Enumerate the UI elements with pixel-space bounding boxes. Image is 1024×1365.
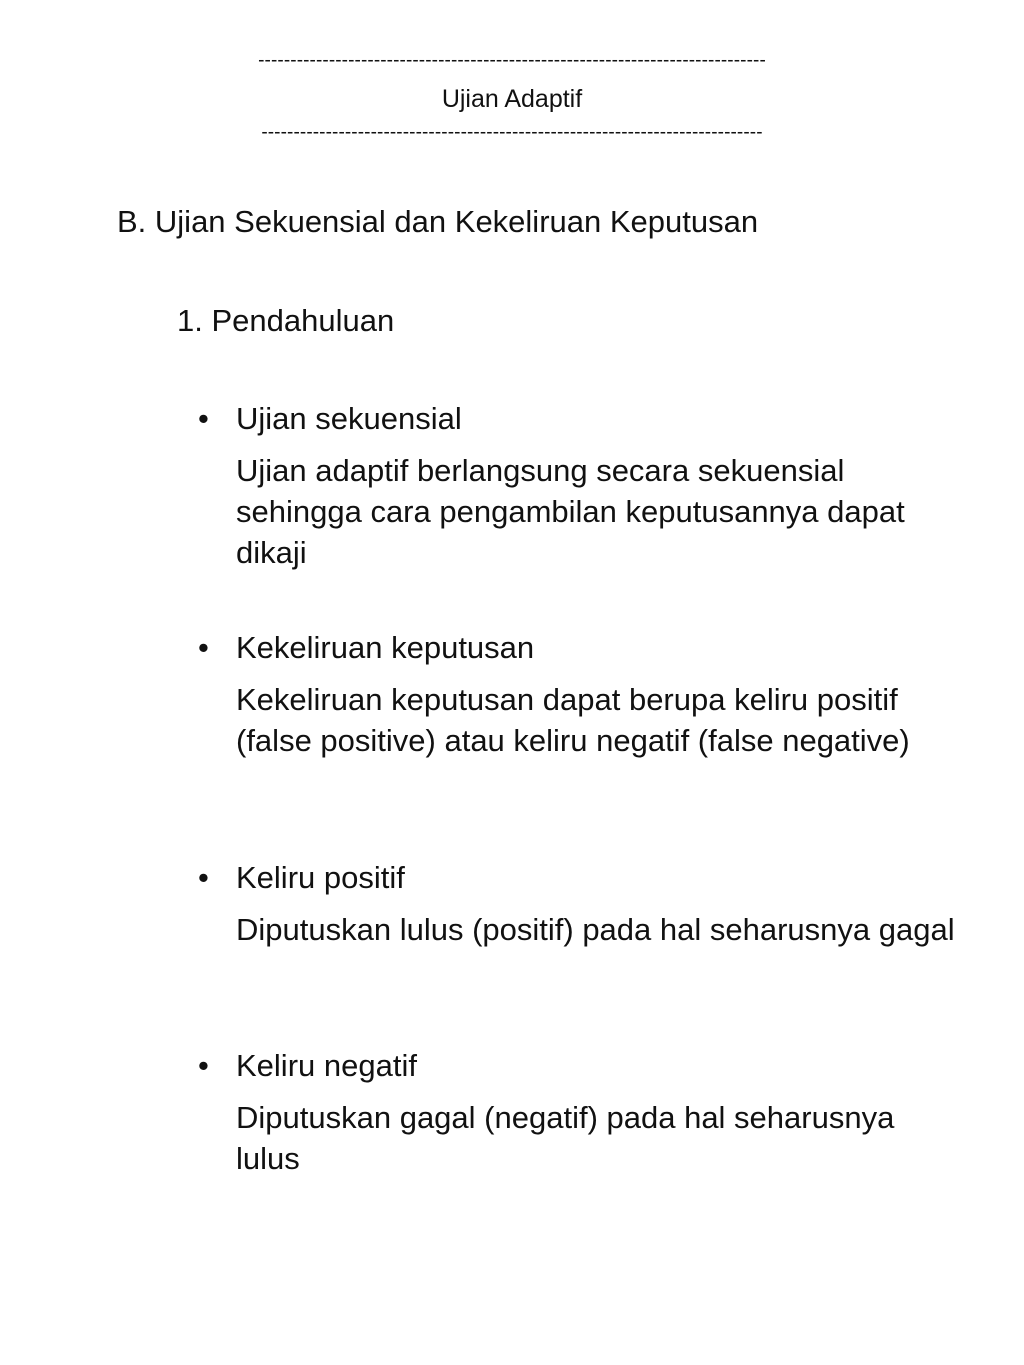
bullet-marker: • <box>198 630 209 665</box>
bullet-marker: • <box>198 1048 209 1083</box>
bullet-heading-text: Keliru negatif <box>236 1048 417 1083</box>
header-dash-line-top: ------------------------------------------------------------------------------- <box>258 50 766 71</box>
subsection-title: 1. Pendahuluan <box>177 303 395 338</box>
bullet-heading-text: Keliru positif <box>236 860 405 895</box>
bullet-heading <box>198 1047 958 1085</box>
bullet-marker: • <box>198 860 209 895</box>
bullet-marker: • <box>198 401 209 436</box>
header-title: Ujian Adaptif <box>441 85 583 113</box>
bullet-description: Diputuskan lulus (positif) pada hal seharusnya gagal <box>236 912 955 947</box>
bullet-item-ujian-sekuensial <box>198 400 958 573</box>
bullet-item-kekeliruan-keputusan <box>198 629 958 761</box>
bullet-description: Ujian adaptif berlangsung secara sekuensial sehingga cara pengambilan keputusannya dapat dikaji <box>236 453 905 570</box>
bullet-heading <box>198 629 958 667</box>
bullet-heading <box>198 859 958 897</box>
bullet-heading-text: Ujian sekuensial <box>236 401 462 436</box>
bullet-description: Diputuskan gagal (negatif) pada hal seharusnya lulus <box>236 1100 895 1176</box>
bullet-item-keliru-positif <box>198 859 958 950</box>
bullet-heading <box>198 400 958 438</box>
bullet-heading-text: Kekeliruan keputusan <box>236 630 535 665</box>
header-dash-line-bottom: ------------------------------------------------------------------------------ <box>261 122 763 143</box>
bullet-description: Kekeliruan keputusan dapat berupa keliru positif (false positive) atau keliru negatif (false negative) <box>236 682 910 758</box>
section-title: B. Ujian Sekuensial dan Kekeliruan Keputusan <box>117 204 759 239</box>
bullet-item-keliru-negatif <box>198 1047 958 1179</box>
